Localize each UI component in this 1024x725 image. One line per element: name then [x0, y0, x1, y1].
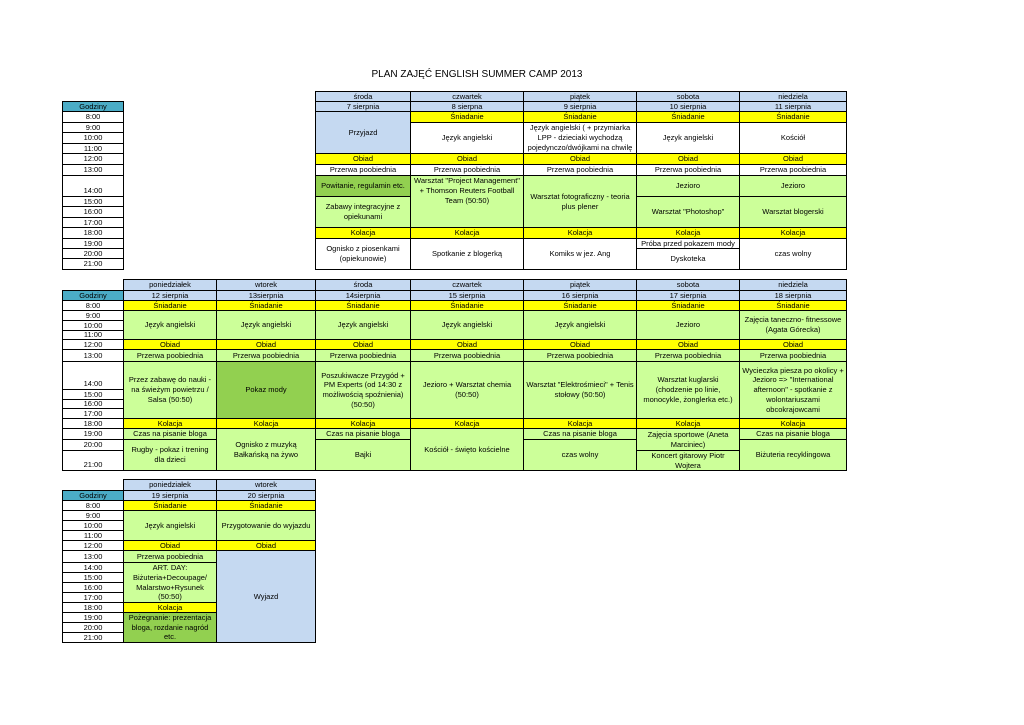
art-day-cell [123, 562, 217, 603]
english-class-cell [410, 310, 524, 340]
cell-text: niedziela [778, 91, 808, 101]
cell-text: Komiks w jez. Ang [549, 249, 611, 259]
hour-label [62, 258, 124, 270]
activity-cell [410, 361, 524, 419]
lake-cell [636, 175, 740, 197]
cell-text: 13sierpnia [248, 290, 284, 300]
cell-text: Warsztat "Photoshop" [651, 207, 725, 217]
cell-text: środa [353, 280, 373, 290]
cell-text: Obiad [456, 154, 477, 164]
cell-text: Przez zabawę do nauki - na świeżym powietrzu / Salsa (50:50) [128, 375, 212, 404]
cell-text: 19:00 [83, 612, 103, 622]
cell-text: wtorek [254, 480, 278, 490]
cell-text: Zajęcia sportowe (Aneta Marciniec) [647, 429, 729, 449]
packing-cell [216, 510, 316, 541]
cell-text: 18 sierpnia [774, 290, 812, 300]
cell-text: Wyjazd [253, 591, 279, 601]
cell-text: sobota [676, 280, 700, 290]
cell-text: Śniadanie [249, 300, 283, 310]
cell-text: 12 sierpnia [151, 290, 189, 300]
cell-text: 11:00 [83, 330, 103, 340]
cell-text: Warsztat "Elektrośmieci" + Tenis stołowy (50:50) [526, 380, 634, 399]
cell-text: Obiad [677, 339, 698, 349]
cell-text: 7 sierpnia [346, 101, 380, 111]
cell-text: Obiad [255, 339, 276, 349]
workshop-cell [636, 196, 740, 228]
cell-text: czas wolny [774, 249, 812, 259]
cell-text: Pożegnanie: prezentacja bloga, rozdanie nagród etc. [128, 612, 212, 642]
activity-cell [123, 361, 217, 419]
cell-text: Rugby - pokaz i trening dla dzieci [131, 445, 209, 464]
cell-text: Śniadanie [153, 300, 187, 310]
cell-text: 15 sierpnia [448, 290, 486, 300]
cell-text: Przerwa poobiednia [136, 551, 204, 561]
cell-text: niedziela [778, 280, 808, 290]
cell-text: Śniadanie [346, 300, 380, 310]
english-class-cell [123, 310, 217, 340]
cell-text: 20:00 [83, 622, 103, 632]
cell-text: Przyjazd [348, 127, 378, 137]
cell-text: 21:00 [83, 632, 103, 642]
cell-text: Próba przed pokazem mody [641, 238, 735, 248]
cell-text: Śniadanie [153, 500, 187, 510]
cell-text: Kolacja [350, 228, 376, 238]
lake-cell [636, 310, 740, 340]
cell-text: Kolacja [350, 418, 376, 428]
cell-text: 9:00 [85, 510, 101, 520]
cell-text: Przerwa poobiednia [654, 350, 722, 360]
cell-text: Zabawy integracyjne z opiekunami [325, 202, 401, 221]
cell-text: Przerwa poobiednia [546, 165, 614, 175]
cell-text: Czas na pisanie bloga [756, 429, 830, 439]
cell-text: wtorek [254, 280, 278, 290]
cell-text: 17:00 [83, 217, 103, 227]
cell-text: piątek [569, 91, 590, 101]
cell-text: Przerwa poobiednia [329, 165, 397, 175]
cell-text: Język angielski [554, 320, 606, 330]
english-class-cell [523, 122, 637, 154]
dance-cell [739, 310, 847, 340]
cell-text: 17:00 [83, 592, 103, 602]
evening-cell [216, 428, 316, 471]
cell-text: Śniadanie [249, 500, 283, 510]
hour-label [62, 450, 124, 471]
cell-text: Kolacja [567, 228, 593, 238]
cell-text: Śniadanie [776, 112, 810, 122]
cell-text: 19:00 [83, 429, 103, 439]
cell-text: Przerwa poobiednia [433, 165, 501, 175]
cell-text: Ognisko z piosenkami (opiekunowie) [326, 244, 400, 263]
cell-text: Bajki [354, 450, 372, 460]
cell-text: 10 sierpnia [669, 101, 707, 111]
welcome-cell [315, 175, 411, 197]
cell-text: Zajęcia taneczno- fitnessowe (Agata Górecka) [744, 315, 842, 334]
farewell-cell [123, 612, 217, 643]
cell-text: 15:00 [83, 196, 103, 206]
cell-text: czas wolny [561, 450, 599, 460]
cell-text: Godziny [79, 490, 107, 500]
cell-text: 17:00 [83, 408, 103, 418]
english-class-cell [123, 510, 217, 541]
cell-text: Kolacja [253, 418, 279, 428]
cell-text: Śniadanie [671, 112, 705, 122]
cell-text: piątek [569, 280, 590, 290]
cell-text: Przerwa poobiednia [232, 350, 300, 360]
departure-cell [216, 550, 316, 643]
evening-cell [739, 439, 847, 471]
cell-text: Warsztat kuglarski (chodzenie po linie, monocykle, żonglerka etc.) [643, 375, 733, 404]
cell-text: Język angielski [662, 133, 714, 143]
cell-text: Obiad [456, 339, 477, 349]
cell-text: 14:00 [83, 562, 103, 572]
cell-text: 19:00 [83, 238, 103, 248]
evening-cell [315, 439, 411, 471]
cell-text: 15:00 [83, 572, 103, 582]
english-class-cell [216, 310, 316, 340]
cell-text: 10:00 [83, 133, 103, 143]
evening-cell [636, 248, 740, 270]
cell-text: Język angielski [337, 320, 389, 330]
cell-text: Kościół - święto kościelne [424, 444, 510, 454]
lake-cell [739, 175, 847, 197]
cell-text: Koncert gitarowy Piotr Wojtera [651, 450, 725, 470]
cell-text: Kolacja [157, 418, 183, 428]
cell-text: Język angielski [441, 133, 493, 143]
english-class-cell [315, 310, 411, 340]
cell-text: 19 sierpnia [151, 490, 189, 500]
cell-text: 10:00 [83, 320, 103, 330]
english-class-cell [410, 122, 524, 154]
cell-text: Obiad [159, 339, 180, 349]
cell-text: 10:00 [83, 520, 103, 530]
cell-text: poniedziałek [149, 480, 191, 490]
cell-text: Ognisko z muzyką Bałkańską na żywo [233, 439, 299, 459]
english-class-cell [523, 310, 637, 340]
games-cell [315, 196, 411, 228]
cell-text: 20:00 [83, 248, 103, 258]
activity-cell [315, 361, 411, 419]
page-title: PLAN ZAJĘĆ ENGLISH SUMMER CAMP 2013 [371, 69, 583, 80]
evening-cell [410, 428, 524, 471]
cell-text: 20:00 [83, 440, 103, 450]
evening-cell [739, 238, 847, 270]
cell-text: Czas na pisanie bloga [326, 429, 400, 439]
cell-text: 13:00 [83, 350, 103, 360]
cell-text: Warsztat blogerski [762, 207, 824, 217]
workshop-cell [410, 175, 524, 228]
cell-text: czwartek [452, 280, 482, 290]
cell-text: 12:00 [83, 339, 103, 349]
cell-text: Kolacja [675, 418, 701, 428]
cell-text: 8:00 [85, 112, 101, 122]
cell-text: Jezioro [780, 181, 806, 191]
cell-text: 16 sierpnia [561, 290, 599, 300]
evening-cell [410, 238, 524, 270]
hour-label [62, 361, 124, 390]
cell-text: Biżuteria recyklingowa [755, 450, 831, 460]
cell-text: Przerwa poobiednia [433, 350, 501, 360]
cell-text: 18:00 [83, 602, 103, 612]
cell-text: Śniadanie [563, 112, 597, 122]
cell-text: 11 sierpnia [774, 101, 812, 111]
cell-text: Obiad [782, 154, 803, 164]
cell-text: Kolacja [567, 418, 593, 428]
cell-text: 8:00 [85, 300, 101, 310]
cell-text: środa [353, 91, 373, 101]
cell-text: 11:00 [83, 143, 103, 153]
cell-text: 15:00 [83, 389, 103, 399]
activity-cell [636, 361, 740, 419]
cell-text: Śniadanie [563, 300, 597, 310]
cell-text: Jezioro + Warsztat chemia (50:50) [422, 380, 512, 399]
cell-text: Pokaz mody [245, 385, 287, 395]
cell-text: Śniadanie [776, 300, 810, 310]
cell-text: Język angielski ( + przymiarka LPP - dzieciaki wychodzą pojedynczo/dwójkami na chwilę [527, 123, 633, 152]
cell-text: Powitanie, regulamin etc. [321, 181, 405, 191]
activity-cell [739, 361, 847, 419]
cell-text: Język angielski [144, 520, 196, 530]
cell-text: 14:00 [83, 379, 103, 389]
activity-cell [523, 361, 637, 419]
cell-text: 14sierpnia [345, 290, 381, 300]
cell-text: Śniadanie [450, 112, 484, 122]
evening-cell [523, 238, 637, 270]
cell-text: 16:00 [83, 582, 103, 592]
arrival-cell [315, 111, 411, 154]
cell-text: Obiad [569, 154, 590, 164]
workshop-cell [523, 175, 637, 228]
cell-text: Przerwa poobiednia [546, 350, 614, 360]
fashion-show-cell [216, 361, 316, 419]
cell-text: 9 sierpnia [563, 101, 597, 111]
cell-text: Godziny [79, 290, 107, 300]
cell-text: czwartek [452, 91, 482, 101]
cell-text: Obiad [159, 540, 180, 550]
cell-text: 16:00 [83, 207, 103, 217]
cell-text: Obiad [677, 154, 698, 164]
evening-cell [636, 450, 740, 471]
cell-text: ART. DAY: Biżuteria+Decoupage/ Malarstwo+Rysunek (50:50) [132, 563, 207, 602]
cell-text: Obiad [782, 339, 803, 349]
cell-text: Kolacja [157, 602, 183, 612]
cell-text: Obiad [352, 154, 373, 164]
cell-text: 17 sierpnia [669, 290, 707, 300]
cell-text: Warsztat fotograficzny - teoria plus plener [530, 191, 630, 211]
cell-text: Godziny [79, 101, 107, 111]
cell-text: 21:00 [83, 460, 103, 470]
cell-text: poniedziałek [149, 280, 191, 290]
cell-text: 9:00 [85, 310, 101, 320]
cell-text: Przerwa poobiednia [654, 165, 722, 175]
cell-text: 8:00 [85, 500, 101, 510]
cell-text: 21:00 [83, 259, 103, 269]
cell-text: 13:00 [83, 551, 103, 561]
cell-text: Obiad [352, 339, 373, 349]
cell-text: Jezioro [675, 181, 701, 191]
cell-text: Śniadanie [671, 300, 705, 310]
cell-text: 18:00 [83, 228, 103, 238]
cell-text: Przygotowanie do wyjazdu [221, 520, 311, 530]
cell-text: Warsztat "Project Management" + Thomson Reuters Football Team (50:50) [414, 176, 520, 205]
cell-text: Język angielski [441, 320, 493, 330]
cell-text: Wycieczka piesza po okolicy + Jezioro => "International afternoon" - spotkanie z wolontariuszami obcokrajowcami [742, 365, 844, 414]
cell-text: Kolacja [780, 228, 806, 238]
cell-text: Przerwa poobiednia [136, 350, 204, 360]
cell-text: Język angielski [240, 320, 292, 330]
cell-text: Poszukiwacze Przygód + PM Experts (od 14:30 z możliwością spoźnienia) (50:50) [321, 370, 405, 409]
cell-text: Obiad [255, 540, 276, 550]
cell-text: Język angielski [144, 320, 196, 330]
cell-text: 16:00 [83, 399, 103, 409]
cell-text: Śniadanie [450, 300, 484, 310]
evening-cell [123, 439, 217, 471]
cell-text: 12:00 [83, 540, 103, 550]
cell-text: Jezioro [675, 320, 701, 330]
cell-text: 9:00 [85, 122, 101, 132]
cell-text: 13:00 [83, 165, 103, 175]
evening-cell [636, 428, 740, 451]
cell-text: Przerwa poobiednia [329, 350, 397, 360]
cell-text: Dyskoteka [670, 254, 706, 264]
cell-text: 18:00 [83, 418, 103, 428]
cell-text: 20 sierpnia [247, 490, 285, 500]
cell-text: Przerwa poobiednia [759, 350, 827, 360]
cell-text: Kolacja [454, 228, 480, 238]
cell-text: Czas na pisanie bloga [543, 429, 617, 439]
cell-text: sobota [676, 91, 700, 101]
cell-text: Spotkanie z blogerką [431, 249, 503, 259]
cell-text: 12:00 [83, 154, 103, 164]
evening-cell [315, 238, 411, 270]
hour-label [62, 175, 124, 197]
cell-text: Kolacja [454, 418, 480, 428]
cell-text: Kolacja [780, 418, 806, 428]
cell-text: 8 sierpna [451, 101, 483, 111]
cell-text: Obiad [569, 339, 590, 349]
hour-label [62, 632, 124, 643]
cell-text: 14:00 [83, 186, 103, 196]
cell-text: Kościół [780, 133, 806, 143]
cell-text: Czas na pisanie bloga [133, 429, 207, 439]
cell-text: Przerwa poobiednia [759, 165, 827, 175]
workshop-cell [739, 196, 847, 228]
cell-text: 11:00 [83, 530, 103, 540]
evening-cell [523, 439, 637, 471]
cell-text: Kolacja [675, 228, 701, 238]
church-cell [739, 122, 847, 154]
english-class-cell [636, 122, 740, 154]
